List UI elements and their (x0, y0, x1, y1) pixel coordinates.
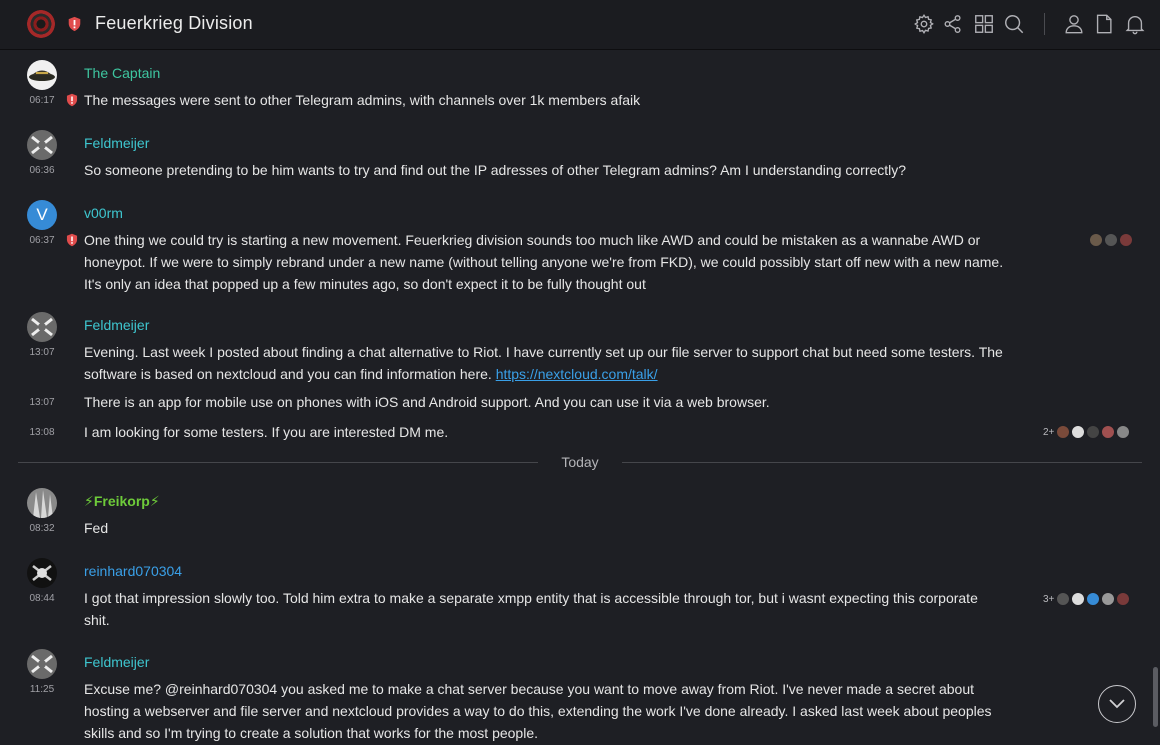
timestamp: 08:32 (29, 523, 55, 534)
share-icon[interactable] (942, 13, 964, 35)
message-body (84, 341, 1004, 385)
timeline[interactable] (0, 51, 1160, 745)
timestamp: 13:08 (29, 427, 55, 438)
avatar[interactable]: V (27, 200, 57, 230)
divider-line (622, 462, 1142, 463)
receipt-avatar (1086, 592, 1100, 606)
receipt-avatar (1116, 592, 1130, 606)
message-body: I am looking for some testers. If you are interested DM me. (84, 424, 449, 440)
avatar[interactable] (27, 60, 57, 90)
read-receipts[interactable] (1087, 233, 1133, 247)
header-divider (1044, 13, 1045, 35)
room-header (0, 0, 1160, 50)
timestamp: 06:36 (29, 165, 55, 176)
receipt-avatar (1119, 233, 1133, 247)
message-body: So someone pretending to be him wants to try and find out the IP adresses of other Telegram admins? Am I understanding correctly? (84, 162, 907, 178)
room-title[interactable]: Feuerkrieg Division (95, 13, 253, 33)
chevron-down-icon (1108, 698, 1126, 710)
scrollbar-thumb[interactable] (1153, 667, 1158, 727)
message-text: Evening. Last week I posted about finding a chat alternative to Riot. I have currently set up our file server to support chat but need some testers. The software is based on nextcloud and you can find information here. (84, 344, 1003, 382)
notifications-icon[interactable] (1124, 13, 1146, 35)
sender-name[interactable]: The Captain (84, 65, 161, 81)
sender-name[interactable]: Feldmeijer (84, 317, 150, 333)
avatar[interactable] (27, 312, 57, 342)
divider-line (18, 462, 538, 463)
day-label: Today (561, 454, 599, 470)
settings-icon[interactable] (913, 13, 935, 35)
jump-to-bottom-button[interactable] (1098, 685, 1136, 723)
message-link[interactable]: https://nextcloud.com/talk/ (495, 366, 658, 382)
receipt-avatar (1086, 425, 1100, 439)
search-icon[interactable] (1003, 13, 1025, 35)
apps-icon[interactable] (973, 13, 995, 35)
receipt-avatar (1089, 233, 1103, 247)
sender-name[interactable]: reinhard070304 (84, 563, 183, 579)
avatar[interactable] (27, 488, 57, 518)
message-body: Fed (84, 520, 109, 536)
people-icon[interactable] (1063, 13, 1085, 35)
timestamp: 11:25 (29, 684, 55, 695)
read-receipts[interactable] (1043, 425, 1130, 439)
sender-name[interactable]: Feldmeijer (84, 135, 150, 151)
message-body: The messages were sent to other Telegram admins, with channels over 1k members afaik (84, 92, 641, 108)
unverified-shield-icon (65, 93, 79, 107)
receipt-avatar (1104, 233, 1118, 247)
avatar[interactable] (27, 130, 57, 160)
sender-name[interactable]: Feldmeijer (84, 654, 150, 670)
timestamp: 06:37 (29, 235, 55, 246)
avatar[interactable] (27, 558, 57, 588)
receipt-avatar (1116, 425, 1130, 439)
timestamp: 08:44 (29, 593, 55, 604)
message-body: There is an app for mobile use on phones with iOS and Android support. And you can use it via a web browser. (84, 394, 770, 410)
unverified-shield-icon (67, 16, 82, 32)
message-body: One thing we could try is starting a new movement. Feuerkrieg division sounds too much like AWD and could be mistaken as a wannabe AWD or honeypot. If we were to simply rebrand under a new name (without telling anyone we're from FKD), we could possibly start off new with a new name. It's only an idea that popped up a few minutes ago, so don't expect it to be fully thought out (84, 232, 1004, 292)
read-receipts[interactable] (1043, 592, 1130, 606)
message-body: I got that impression slowly too. Told him extra to make a separate xmpp entity that is accessible through tor, but i wasnt expecting this corporate shit. (84, 590, 978, 628)
receipt-avatar (1071, 425, 1085, 439)
day-separator (18, 452, 1142, 472)
avatar[interactable] (27, 649, 57, 679)
receipt-avatar (1056, 592, 1070, 606)
sender-name[interactable]: v00rm (84, 205, 123, 221)
timestamp: 13:07 (29, 397, 55, 408)
receipt-count: 2+ (1043, 426, 1055, 438)
timestamp: 13:07 (29, 347, 55, 358)
sender-name[interactable]: ⚡Freikorp⚡ (84, 493, 160, 509)
receipt-avatar (1101, 592, 1115, 606)
receipt-count: 3+ (1043, 593, 1055, 605)
timestamp: 06:17 (29, 95, 55, 106)
message-body: Excuse me? @reinhard070304 you asked me to make a chat server because you want to move away from Riot. I've never made a secret about hosting a webserver and file server and nextcloud provides a way to do this, extending the work I've done already. I asked last week about peoples skills and so I'm trying to create a solution that works for the most people. (84, 681, 992, 741)
unverified-shield-icon (65, 233, 79, 247)
receipt-avatar (1071, 592, 1085, 606)
files-icon[interactable] (1093, 13, 1115, 35)
receipt-avatar (1056, 425, 1070, 439)
receipt-avatar (1101, 425, 1115, 439)
room-avatar[interactable] (27, 10, 55, 38)
